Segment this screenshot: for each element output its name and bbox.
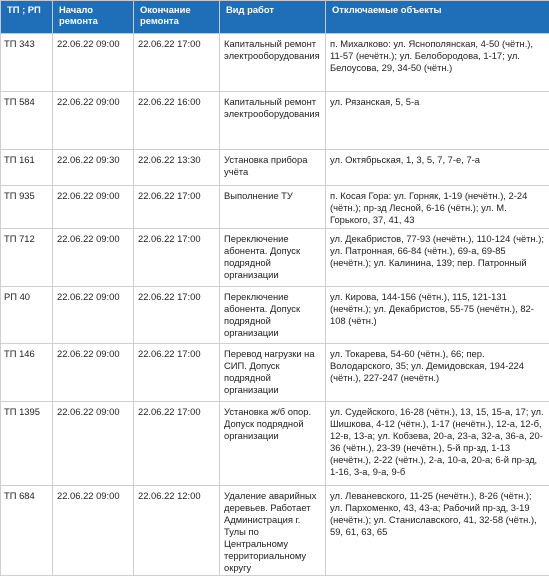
cell-repair-start: 22.06.22 09:00 (53, 344, 134, 402)
header-repair-end: Окончание ремонта (134, 1, 220, 34)
cell-repair-start: 22.06.22 09:00 (53, 486, 134, 576)
table-row (1, 229, 549, 287)
cell-repair-end: 22.06.22 17:00 (134, 186, 220, 229)
cell-affected-objects: п. Косая Гора: ул. Горняк, 1-19 (нечётн.), 2-24 (чётн.); пр-зд Лесной, 6-16 (чётн.); ул. М. Горького, 37, 41, 43 (326, 186, 549, 229)
cell-substation: РП 40 (1, 287, 53, 344)
cell-substation: ТП 146 (1, 344, 53, 402)
cell-work-type: Выполнение ТУ (220, 186, 326, 229)
cell-repair-start: 22.06.22 09:00 (53, 287, 134, 344)
cell-affected-objects: ул. Кирова, 144-156 (чётн.), 115, 121-131 (нечётн.); ул. Декабристов, 55-75 (нечётн.), 82-108 (чётн.) (326, 287, 549, 344)
cell-repair-start: 22.06.22 09:00 (53, 34, 134, 92)
cell-repair-end: 22.06.22 17:00 (134, 287, 220, 344)
cell-work-type: Переключение абонента. Допуск подрядной организации (220, 287, 326, 344)
cell-affected-objects: ул. Октябрьская, 1, 3, 5, 7, 7-е, 7-а (326, 150, 549, 186)
cell-substation: ТП 935 (1, 186, 53, 229)
table-row (1, 344, 549, 402)
cell-affected-objects: ул. Леваневского, 11-25 (нечётн.), 8-26 (чётн.); ул. Пархоменко, 43, 43-а; Рабочий пр-зд, 3-19 (нечётн.); ул. Станиславского, 41, 32-58 (чётн.), 59, 61, 63, 65 (326, 486, 549, 576)
header-affected-objects: Отключаемые объекты (326, 1, 549, 34)
cell-work-type: Удаление аварийных деревьев. Работает Администрация г. Тулы по Центральному территориальному округу (220, 486, 326, 576)
cell-substation: ТП 712 (1, 229, 53, 287)
table-row (1, 186, 549, 229)
cell-repair-end: 22.06.22 17:00 (134, 229, 220, 287)
cell-repair-end: 22.06.22 17:00 (134, 402, 220, 486)
cell-repair-start: 22.06.22 09:00 (53, 186, 134, 229)
header-work-type: Вид работ (220, 1, 326, 34)
cell-affected-objects: ул. Токарева, 54-60 (чётн.), 66; пер. Володарского, 35; ул. Демидовская, 194-224 (чётн.), 227-247 (нечётн.) (326, 344, 549, 402)
cell-work-type: Капитальный ремонт электрооборудования (220, 92, 326, 150)
cell-repair-start: 22.06.22 09:00 (53, 229, 134, 287)
cell-repair-start: 22.06.22 09:00 (53, 92, 134, 150)
cell-substation: ТП 161 (1, 150, 53, 186)
cell-repair-start: 22.06.22 09:00 (53, 402, 134, 486)
cell-affected-objects: п. Михалково: ул. Яснополянская, 4-50 (чётн.), 11-57 (нечётн.); ул. Белобородова, 1-17; ул. Белоусова, 29, 34-50 (чётн.) (326, 34, 549, 92)
cell-work-type: Установка ж/б опор. Допуск подрядной организации (220, 402, 326, 486)
table-row (1, 287, 549, 344)
cell-substation: ТП 1395 (1, 402, 53, 486)
cell-affected-objects: ул. Рязанская, 5, 5-а (326, 92, 549, 150)
table-row (1, 92, 549, 150)
cell-work-type: Переключение абонента. Допуск подрядной организации (220, 229, 326, 287)
cell-affected-objects: ул. Декабристов, 77-93 (нечётн.), 110-124 (чётн.); ул. Патронная, 66-84 (чётн.), 69-а, 69-85 (нечётн.); ул. Калинина, 139; пер. Патронный (326, 229, 549, 287)
cell-substation: ТП 584 (1, 92, 53, 150)
table-row (1, 402, 549, 486)
cell-repair-start: 22.06.22 09:30 (53, 150, 134, 186)
cell-work-type: Капитальный ремонт электрооборудования (220, 34, 326, 92)
cell-repair-end: 22.06.22 16:00 (134, 92, 220, 150)
cell-affected-objects: ул. Судейского, 16-28 (чётн.), 13, 15, 15-а, 17; ул. Шишкова, 4-12 (чётн.), 1-17 (нечётн.), 12-а, 12-б, 12-в, 13-а; ул. Кобзева, 20-а, 23-а, 32-а, 36-а, 20-36 (чётн.), 23-39 (нечётн.), 5-й пр-зд, 1-13 (нечётн.), 2-22 (чётн.), 2-а, 10-а, 20-а; 6-й пр-зд, 1-16, 3-а, 9-а, 9-б (326, 402, 549, 486)
header-substation: ТП ; РП (1, 1, 53, 34)
cell-work-type: Перевод нагрузки на СИП. Допуск подрядной организации (220, 344, 326, 402)
cell-repair-end: 22.06.22 17:00 (134, 344, 220, 402)
cell-repair-end: 22.06.22 17:00 (134, 34, 220, 92)
cell-substation: ТП 343 (1, 34, 53, 92)
table-row (1, 486, 549, 576)
cell-repair-end: 22.06.22 12:00 (134, 486, 220, 576)
table-header-row (1, 1, 549, 34)
table-row (1, 34, 549, 92)
cell-work-type: Установка прибора учёта (220, 150, 326, 186)
cell-substation: ТП 684 (1, 486, 53, 576)
table-row (1, 150, 549, 186)
cell-repair-end: 22.06.22 13:30 (134, 150, 220, 186)
header-repair-start: Начало ремонта (53, 1, 134, 34)
